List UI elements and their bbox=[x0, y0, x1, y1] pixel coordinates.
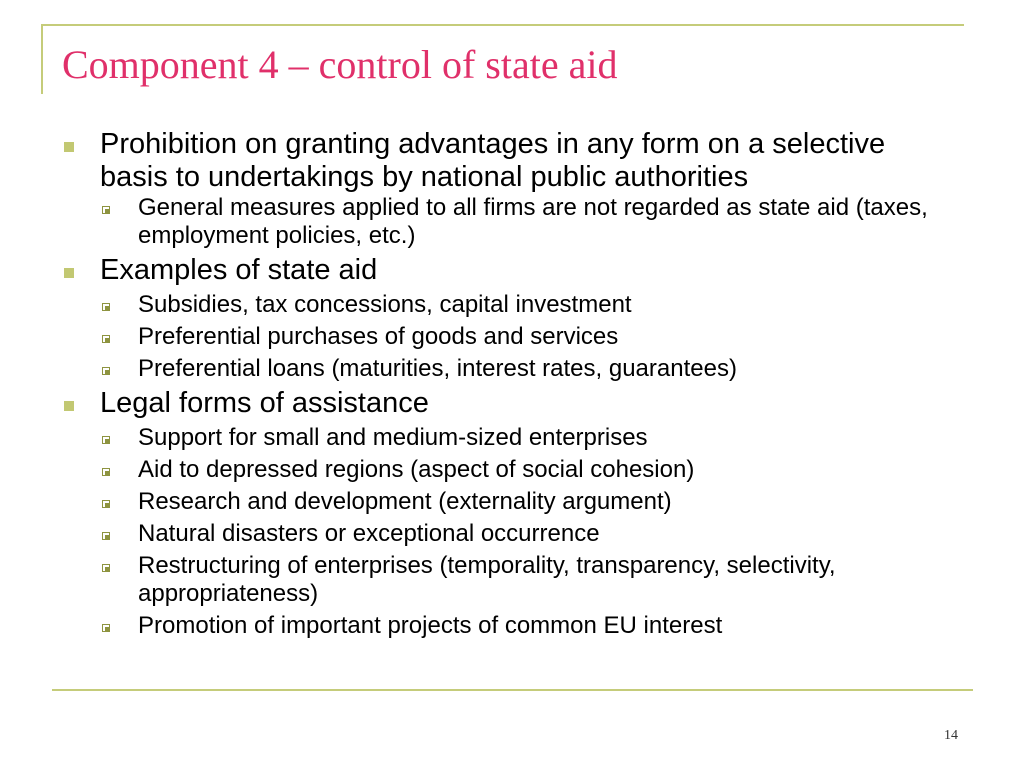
sub-bullet-item bbox=[58, 612, 958, 640]
bullet-item bbox=[58, 254, 958, 287]
square-bullet-icon bbox=[64, 268, 74, 278]
bullet-list bbox=[58, 128, 958, 640]
sub-bullet-item bbox=[58, 552, 958, 608]
sub-bullet-item bbox=[58, 424, 958, 452]
bullet-text: Legal forms of assistance bbox=[100, 387, 429, 419]
checkbox-bullet-icon bbox=[102, 500, 110, 508]
checkbox-bullet-icon bbox=[102, 532, 110, 540]
checkbox-bullet-icon bbox=[102, 303, 110, 311]
sub-bullet-item bbox=[58, 520, 958, 548]
checkbox-bullet-icon bbox=[102, 335, 110, 343]
sub-bullet-text: Preferential loans (maturities, interest rates, guarantees) bbox=[138, 355, 737, 382]
checkbox-bullet-icon bbox=[102, 624, 110, 632]
sub-bullet-text: Promotion of important projects of common EU interest bbox=[138, 612, 723, 639]
left-rule bbox=[41, 24, 43, 94]
bullet-text: Prohibition on granting advantages in any form on a selective basis to undertakings by national public authorities bbox=[100, 128, 886, 193]
sub-bullet-item bbox=[58, 323, 958, 351]
sub-bullet-text: Restructuring of enterprises (temporality, transparency, selectivity, appropriateness) bbox=[138, 552, 836, 607]
checkbox-bullet-icon bbox=[102, 468, 110, 476]
sub-bullet-text: Subsidies, tax concessions, capital investment bbox=[138, 291, 632, 318]
checkbox-bullet-icon bbox=[102, 206, 110, 214]
sub-bullet-text: Natural disasters or exceptional occurrence bbox=[138, 520, 600, 547]
sub-bullet-text: General measures applied to all firms are not regarded as state aid (taxes, employment policies, etc.) bbox=[138, 194, 928, 249]
sub-bullet-item bbox=[58, 488, 958, 516]
sub-bullet-text: Preferential purchases of goods and services bbox=[138, 323, 619, 350]
page-number: 14 bbox=[944, 728, 958, 743]
checkbox-bullet-icon bbox=[102, 367, 110, 375]
checkbox-bullet-icon bbox=[102, 564, 110, 572]
square-bullet-icon bbox=[64, 401, 74, 411]
checkbox-bullet-icon bbox=[102, 436, 110, 444]
slide-title: Component 4 – control of state aid bbox=[62, 42, 618, 87]
square-bullet-icon bbox=[64, 142, 74, 152]
top-rule bbox=[41, 24, 964, 26]
bottom-rule bbox=[52, 689, 973, 691]
sub-bullet-item bbox=[58, 456, 958, 484]
bullet-item bbox=[58, 128, 958, 194]
sub-bullet-text: Aid to depressed regions (aspect of social cohesion) bbox=[138, 456, 695, 483]
sub-bullet-text: Support for small and medium-sized enterprises bbox=[138, 424, 648, 451]
sub-bullet-item bbox=[58, 194, 958, 250]
bullet-item bbox=[58, 387, 958, 420]
sub-bullet-item bbox=[58, 355, 958, 383]
sub-bullet-text: Research and development (externality argument) bbox=[138, 488, 672, 515]
bullet-text: Examples of state aid bbox=[100, 254, 378, 286]
sub-bullet-item bbox=[58, 291, 958, 319]
